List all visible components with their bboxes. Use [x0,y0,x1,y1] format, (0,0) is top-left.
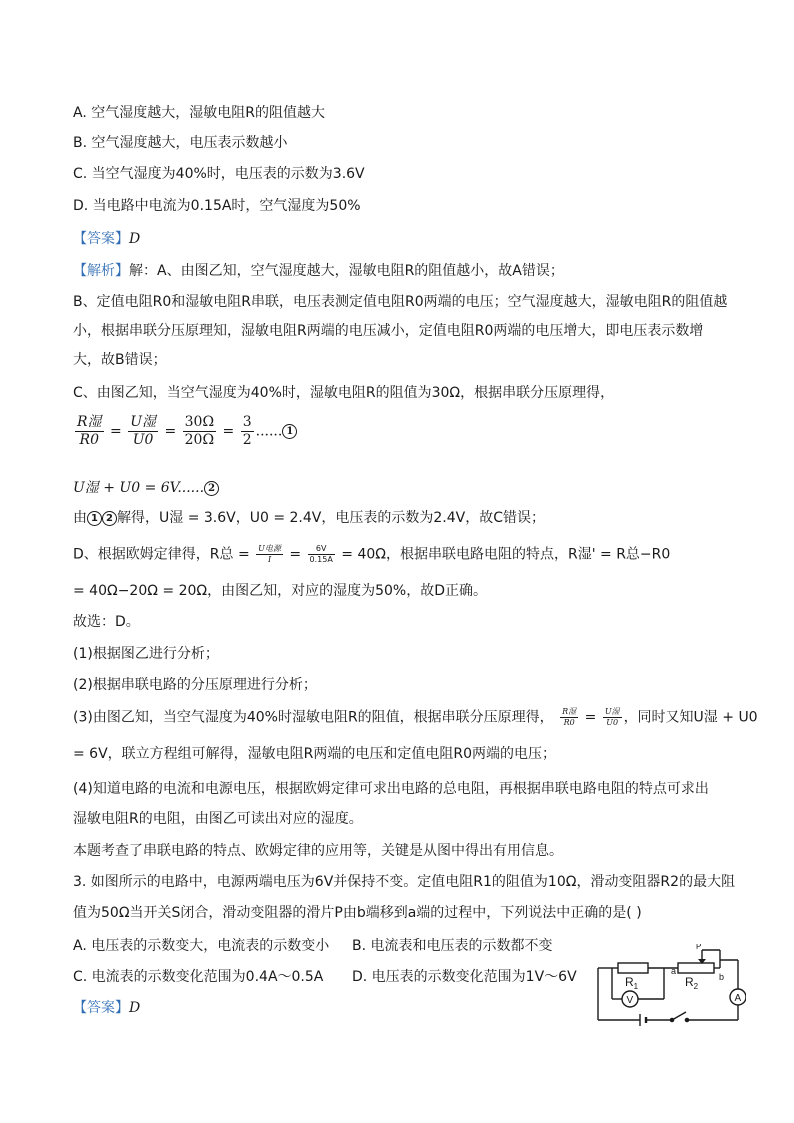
q2-option-c: C. 当空气湿度为40%时，电压表的示数为3.6V [73,166,365,182]
note-2: (2)根据串联电路的分压原理进行分析； [73,677,317,693]
q3-answer-tag: 【答案】 [73,1000,129,1016]
q3-options-row1 [73,937,329,955]
analysis-b-line2: 小，根据串联分压原理知，湿敏电阻R两端的电压减小，定值电阻R0两端的电压增大，即电压表示数增 [73,323,704,339]
q3-stem-line2: 值为50Ω当开关S闭合，滑动变阻器的滑片P由b端移到a端的过程中，下列说法中正确的是( ) [73,905,642,921]
answer-tag: 【答案】 [73,231,129,247]
analysis-b-line1: B、定值电阻R0和湿敏电阻R串联，电压表测定值电阻R0两端的电压；空气湿度越大，湿敏电阻R的阻值越 [73,294,728,310]
note-3a: (3)由图乙知，当空气湿度为40%时湿敏电阻R的阻值，根据串联分压原理得， [73,709,554,726]
q3-option-d: D. 电压表的示数变化范围为1V～6V [352,969,577,985]
q2-option-a: A. 空气湿度越大，湿敏电阻R的阻值越大 [73,105,325,121]
eq1-right-denominator: 20Ω [184,432,215,448]
end-a-label: a [671,966,677,976]
q3-answer-line [73,999,140,1017]
battery-symbol [640,1014,646,1026]
analysis-b-line3: 大，故B错误； [73,352,167,368]
slider-label: P [696,944,702,951]
note3-frac1-numerator: R湿 [562,707,577,716]
d-frac1-numerator: U电源 [258,544,281,553]
eq1-mid-numerator: U湿 [130,414,156,430]
r1-label: $R_1$ [625,975,639,991]
solve-line [73,509,545,527]
summary-line: 本题考查了串联电路的特点、欧姆定律的应用等，关键是从图中得出有用信息。 [73,843,563,859]
ammeter-label: A [734,993,742,1004]
analysis-d-line2: = 40Ω−20Ω = 20Ω，由图乙知，对应的湿度为50%，故D正确。 [73,583,487,599]
circuit-diagram [592,944,746,1028]
equation-1: $\frac{\text{R湿}}{R0}$ = $\frac{\text{U湿}}{U0}$ = $\frac{30\Omega}{20\Omega}$ = $\frac{3}{2}$ ...... 1 [73,414,297,449]
analysis-d-prefix: D、根据欧姆定律得，R总 = [73,546,250,563]
solve-prefix: 由 [73,510,87,526]
circle-marker-1: 1 [282,424,297,439]
eq1-dots: ...... [255,423,283,440]
q3-answer-value: D [129,1000,141,1016]
eq1-final-denominator: 2 [242,432,252,448]
analysis-a-line [73,262,564,280]
analysis-tag: 【解析】 [73,263,129,279]
resistor-r2 [678,963,714,973]
analysis-a: 解：A、由图乙知，空气湿度越大，湿敏电阻R的阻值越小，故A错误； [129,263,564,279]
solve-circle-2: 2 [102,511,117,526]
analysis-c-line: C、由图乙知，当空气湿度为40%时，湿敏电阻R的阻值为30Ω，根据串联分压原理得， [73,385,615,401]
note3-frac2-denominator: U0 [606,718,619,727]
note-4-line1: (4)知道电路的电流和电源电压，根据欧姆定律可求出电路的总电阻，再根据串联电路电阻的特点可求出 [73,781,709,797]
q2-answer-line [73,230,140,248]
end-b-label: b [719,972,725,982]
answer-value: D [129,231,141,247]
d-frac2-denominator: 0.15A [309,555,333,564]
q3-stem-line1: 3. 如图所示的电路中，电源两端电压为6V并保持不变。定值电阻R1的阻值为10Ω，滑动变阻器R2的最大阻 [73,874,736,890]
q3-option-a: A. 电压表的示数变大，电流表的示数变小 [73,938,330,954]
eq1-lhs-numerator: R湿 [77,414,102,430]
circle-marker-2: 2 [204,481,219,496]
q3-option-c: C. 电流表的示数变化范围为0.4A～0.5A [73,969,324,985]
eq1-final-numerator: 3 [242,414,252,430]
eq1-mid-denominator: U0 [132,432,154,448]
resistor-r1 [618,963,648,973]
note-3-line1: (3)由图乙知，当空气湿度为40%时湿敏电阻R的阻值，根据串联分压原理得， $\frac{\text{R湿}}{R0}$ = $\frac{\text{U湿}}{U0}$ ，同时又知U湿 + U0 [73,707,758,727]
note-3-line2: = 6V，联立方程组可解得，湿敏电阻R两端的电压和定值电阻R0两端的电压； [73,746,557,762]
solve-circle-1: 1 [87,511,102,526]
analysis-d-suffix: = 40Ω，根据串联电路电阻的特点，R湿' = R总−R0 [341,546,671,563]
solve-text: 解得，U湿 = 3.6V，U0 = 2.4V，电压表的示数为2.4V，故C错误； [117,510,545,526]
eq1-right-numerator: 30Ω [184,414,215,430]
eq2-text: U湿 + U0 = 6V...... [73,480,205,496]
note3-frac1-denominator: R0 [563,718,575,727]
note3-frac2-numerator: U湿 [604,707,620,716]
note-4-line2: 湿敏电阻R的电阻，由图乙可读出对应的湿度。 [73,811,363,827]
q3-option-b: B. 电流表和电压表的示数都不变 [352,938,553,954]
analysis-d-line1: D、根据欧姆定律得，R总 = $\frac{\text{U电源}}{I}$ = $\frac{6V}{0.15A}$ = 40Ω，根据串联电路电阻的特点，R湿' = R总−R0 [73,544,671,564]
eq1-lhs-denominator: R0 [79,432,99,448]
note-1: (1)根据图乙进行分析； [73,646,219,662]
d-frac1-denominator: I [267,555,272,564]
q2-option-d: D. 当电路中电流为0.15A时，空气湿度为50% [73,198,361,214]
voltmeter-label: V [626,995,634,1006]
equation-2 [73,479,219,497]
d-frac2-numerator: 6V [308,544,335,555]
choose-line: 故选：D。 [73,614,140,630]
note-3b: ，同时又知U湿 + U0 [623,709,758,726]
switch-symbol [670,1012,688,1022]
q2-option-b: B. 空气湿度越大，电压表示数越小 [73,135,288,151]
r2-label: $R_2$ [685,975,699,991]
